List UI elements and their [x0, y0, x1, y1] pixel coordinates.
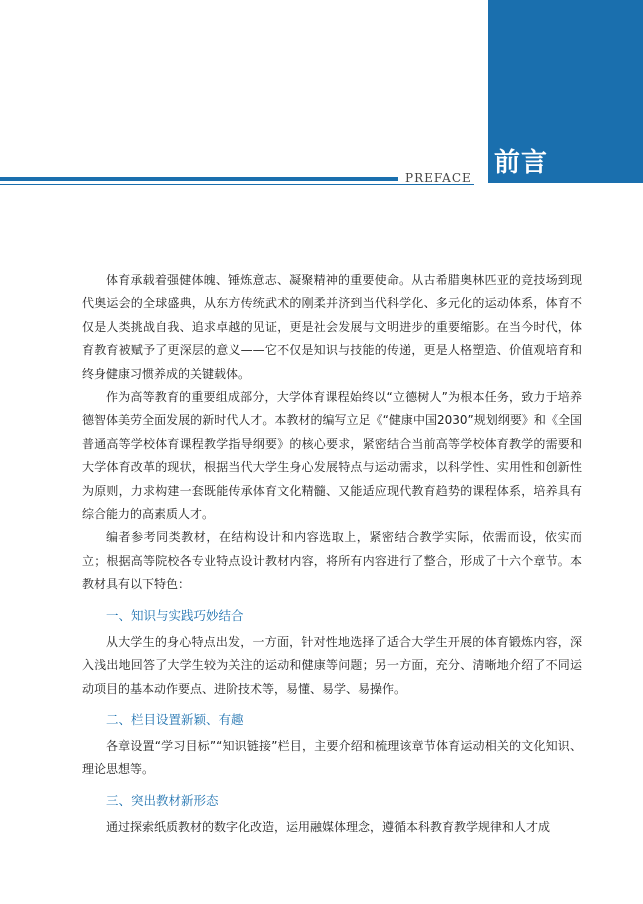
page-subtitle: PREFACE [405, 171, 472, 185]
page-title: 前言 [494, 148, 549, 178]
paragraph: 从大学生的身心特点出发，一方面，针对性地选择了适合大学生开展的体育锻炼内容，深入浅出地回答了大学生较为关注的运动和健康等问题；另一方面，充分、清晰地介绍了不同运动项目的基本动作要点、进阶技术等，易懂、易学、易操作。 [82, 634, 582, 696]
paragraph: 作为高等教育的重要组成部分，大学体育课程始终以“立德树人”为根本任务，致力于培养德智体美劳全面发展的新时代人才。本教材的编写立足《“健康中国2030”规划纲要》和《全国普通高等学校体育课程教学指导纲要》的核心要求，紧密结合当前高等学校体育教学的需要和大学体育改革的现状，根据当代大学生身心发展特点与运动需求，以科学性、实用性和创新性为原则，力求构建一套既能传承体育文化精髓、又能适应现代教育趋势的课程体系，培养具有综合能力的高素质人才。 [82, 390, 582, 522]
paragraph: 各章设置“学习目标”“知识链接”栏目，主要介绍和梳理该章节体育运动相关的文化知识、理论思想等。 [82, 738, 582, 777]
paragraph: 体育承载着强健体魄、锤炼意志、凝聚精神的重要使命。从古希腊奥林匹亚的竞技场到现代奥运会的全球盛典，从东方传统武术的刚柔并济到当代科学化、多元化的运动体系，体育不仅是人类挑战自我、追求卓越的见证，更是社会发展与文明进步的重要缩影。在当今时代，体育教育被赋予了更深层的意义——它不仅是知识与技能的传递，更是人格塑造、价值观培育和终身健康习惯养成的关键载体。 [82, 273, 582, 381]
section-heading: 二、栏目设置新颖、有趣 [106, 711, 244, 727]
preface-body [82, 269, 582, 839]
section-heading: 一、知识与实践巧妙结合 [106, 607, 244, 623]
paragraph: 通过探索纸质教材的数字化改造，运用融媒体理念，遵循本科教育教学规律和人才成 [106, 819, 551, 834]
header-rule-thin [0, 184, 474, 185]
section-heading: 三、突出教材新形态 [106, 792, 219, 808]
paragraph: 编者参考同类教材，在结构设计和内容选取上，紧密结合教学实际，依需而设，依实而立；根据高等院校各专业特点设计教材内容，将所有内容进行了整合，形成了十六个章节。本教材具有以下特色： [82, 530, 582, 592]
header-rule-thick [0, 177, 398, 181]
